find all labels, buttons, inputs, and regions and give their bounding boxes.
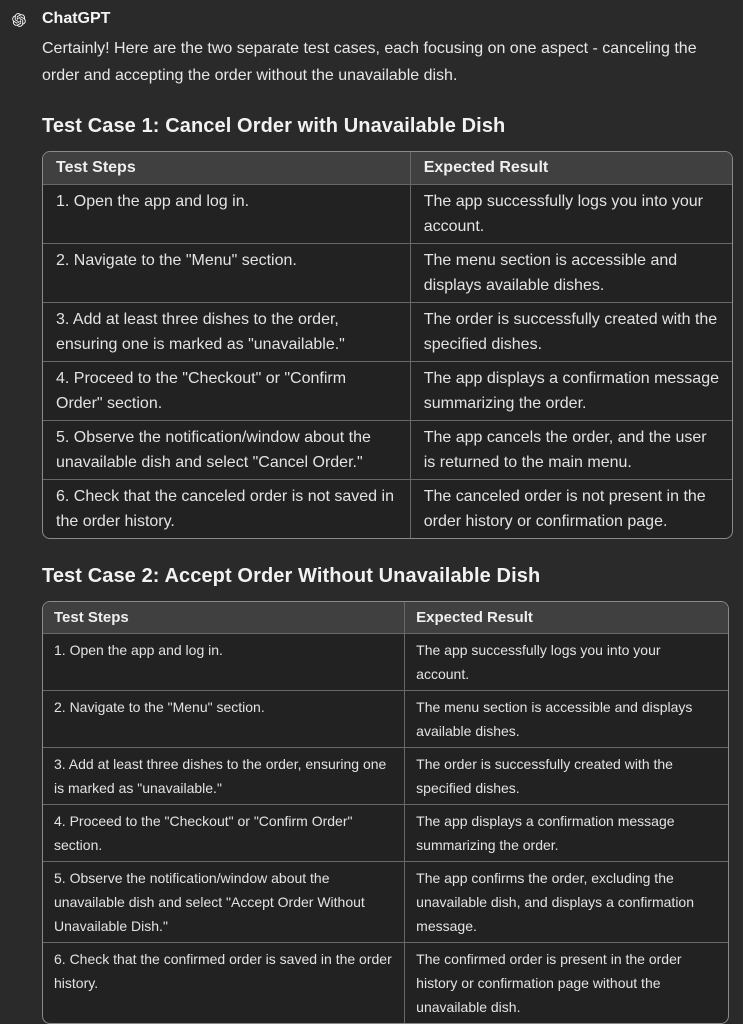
message-intro: Certainly! Here are the two separate test cases, each focusing on one aspect - canceling the order and accepting the order without the unavailable dish. — [42, 35, 733, 89]
table-row — [43, 943, 728, 1024]
table-cell: The app successfully logs you into your account. — [410, 184, 732, 243]
table-cell: 6. Check that the confirmed order is saved in the order history. — [43, 943, 405, 1024]
table-row — [43, 748, 728, 805]
table-cell: 5. Observe the notification/window about the unavailable dish and select "Accept Order Without Unavailable Dish." — [43, 862, 405, 943]
table-header-row — [43, 602, 728, 634]
test-case-2-table — [42, 601, 729, 1024]
message-content — [42, 8, 733, 1024]
table-cell: The app displays a confirmation message summarizing the order. — [410, 361, 732, 420]
table-cell: The app displays a confirmation message summarizing the order. — [405, 805, 728, 862]
column-header-test-steps: Test Steps — [43, 152, 410, 184]
column-header-expected-result: Expected Result — [410, 152, 732, 184]
table-cell: The canceled order is not present in the order history or confirmation page. — [410, 479, 732, 538]
table-row — [43, 361, 732, 420]
chatgpt-avatar — [8, 9, 29, 30]
table-row — [43, 862, 728, 943]
test-case-1-table — [42, 151, 733, 539]
table-cell: The app cancels the order, and the user is returned to the main menu. — [410, 420, 732, 479]
table-row — [43, 420, 732, 479]
table-cell: The menu section is accessible and displays available dishes. — [410, 243, 732, 302]
table-cell: The app confirms the order, excluding the unavailable dish, and displays a confirmation message. — [405, 862, 728, 943]
table-cell: The menu section is accessible and displays available dishes. — [405, 691, 728, 748]
table-cell: 3. Add at least three dishes to the order, ensuring one is marked as "unavailable." — [43, 748, 405, 805]
table-cell: 2. Navigate to the "Menu" section. — [43, 691, 405, 748]
table-cell: 1. Open the app and log in. — [43, 634, 405, 691]
table-cell: 6. Check that the canceled order is not saved in the order history. — [43, 479, 410, 538]
sender-name: ChatGPT — [42, 8, 733, 29]
table-row — [43, 805, 728, 862]
table-row — [43, 634, 728, 691]
table-row — [43, 691, 728, 748]
table-cell: The app successfully logs you into your account. — [405, 634, 728, 691]
table-cell: 4. Proceed to the "Checkout" or "Confirm Order" section. — [43, 361, 410, 420]
column-header-expected-result: Expected Result — [405, 602, 728, 634]
table-cell: The order is successfully created with the specified dishes. — [405, 748, 728, 805]
test-case-2-heading: Test Case 2: Accept Order Without Unavailable Dish — [42, 565, 733, 588]
table-cell: 5. Observe the notification/window about the unavailable dish and select "Cancel Order." — [43, 420, 410, 479]
openai-logo-icon — [12, 13, 26, 27]
test-case-1-heading: Test Case 1: Cancel Order with Unavailable Dish — [42, 115, 733, 138]
table-row — [43, 243, 732, 302]
table-cell: 3. Add at least three dishes to the order, ensuring one is marked as "unavailable." — [43, 302, 410, 361]
table-cell: 4. Proceed to the "Checkout" or "Confirm Order" section. — [43, 805, 405, 862]
table-row — [43, 479, 732, 538]
table-cell: The confirmed order is present in the order history or confirmation page without the unavailable dish. — [405, 943, 728, 1024]
table-row — [43, 184, 732, 243]
table-cell: 2. Navigate to the "Menu" section. — [43, 243, 410, 302]
table-cell: The order is successfully created with the specified dishes. — [410, 302, 732, 361]
table-header-row — [43, 152, 732, 184]
table-cell: 1. Open the app and log in. — [43, 184, 410, 243]
column-header-test-steps: Test Steps — [43, 602, 405, 634]
table-row — [43, 302, 732, 361]
